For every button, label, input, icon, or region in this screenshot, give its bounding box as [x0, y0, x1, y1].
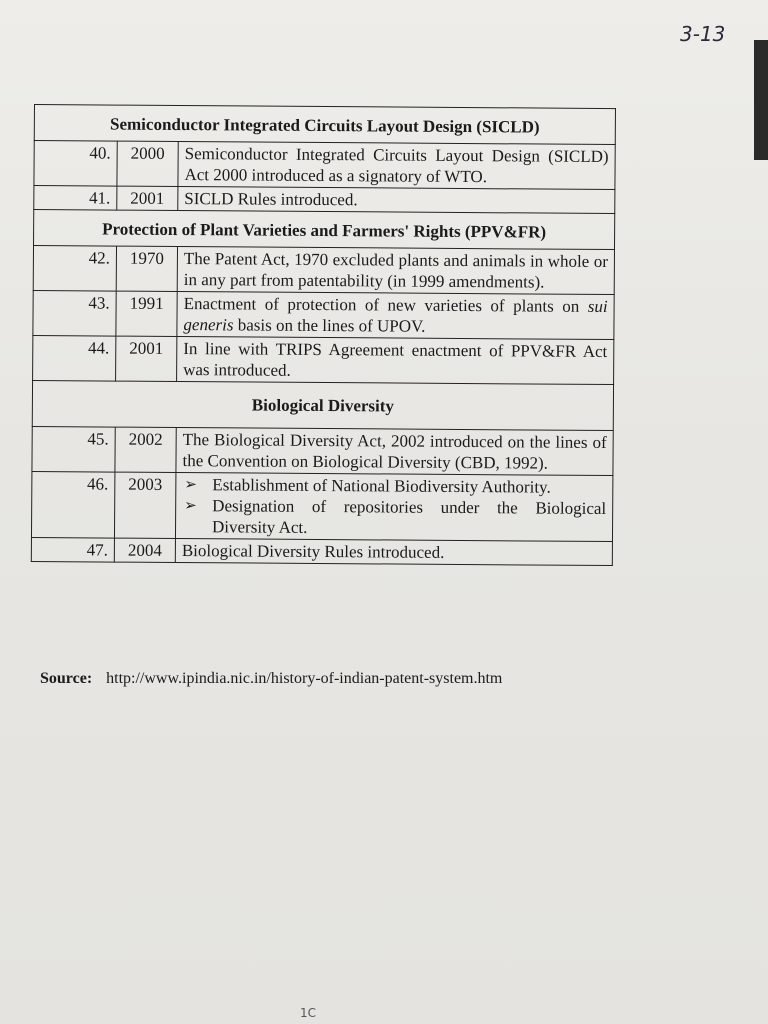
- row-year: 2001: [117, 186, 178, 210]
- row-description: In line with TRIPS Agreement enactment of PPV&FR Act was introduced.: [177, 337, 614, 385]
- row-text-part: Enactment of protection of new varieties of plants on: [183, 294, 588, 316]
- table-row: [31, 471, 612, 541]
- section-title: Biological Diversity: [32, 380, 613, 430]
- page-footer-number: 1C: [300, 1006, 317, 1020]
- table-row: [32, 426, 613, 475]
- page-edge-shadow: [754, 40, 768, 160]
- row-description: Biological Diversity Rules introduced.: [175, 538, 612, 565]
- row-year: 1970: [116, 246, 177, 291]
- row-number: 45.: [32, 426, 115, 472]
- list-item: [182, 474, 606, 498]
- bullet-text: Establishment of National Biodiversity Authority.: [212, 475, 551, 497]
- row-description: SICLD Rules introduced.: [178, 187, 615, 214]
- table-row: [31, 537, 612, 565]
- row-number: 44.: [33, 335, 116, 381]
- section-header-ppvfr: [34, 210, 615, 250]
- row-number: 42.: [33, 246, 116, 292]
- row-year: 2002: [115, 427, 176, 472]
- arrow-bullet-icon: ➢: [184, 496, 197, 515]
- list-item: [182, 495, 606, 540]
- row-number: 47.: [31, 537, 114, 562]
- bullet-list: [182, 474, 606, 540]
- table-row: [33, 335, 614, 384]
- source-label: Source:: [40, 670, 93, 687]
- source-url: http://www.ipindia.nic.in/history-of-indian-patent-system.htm: [106, 670, 503, 687]
- table-row: [33, 290, 614, 339]
- section-title: Protection of Plant Varieties and Farmers' Rights (PPV&FR): [34, 210, 615, 250]
- handwritten-page-number: 3-13: [680, 22, 726, 46]
- bullet-text: Designation of repositories under the Biological Diversity Act.: [211, 496, 607, 537]
- section-header-biodiversity: [32, 380, 613, 430]
- row-number: 43.: [33, 290, 116, 336]
- row-description: [177, 292, 614, 340]
- row-year: 1991: [116, 291, 177, 336]
- row-number: 40.: [34, 141, 117, 187]
- row-number: 41.: [34, 186, 117, 211]
- table-row: [33, 246, 614, 295]
- history-table: [31, 104, 616, 566]
- row-year: 2003: [114, 472, 175, 538]
- row-year: 2001: [116, 336, 177, 381]
- row-description: The Biological Diversity Act, 2002 introduced on the lines of the Convention on Biological Diversity (CBD, 1992).: [176, 428, 613, 476]
- section-title: Semiconductor Integrated Circuits Layout Design (SICLD): [34, 105, 615, 145]
- section-header-sicld: [34, 105, 615, 145]
- row-description: The Patent Act, 1970 excluded plants and animals in whole or in any part from patentability (in 1999 amendments).: [177, 247, 614, 295]
- table-row: [34, 141, 615, 190]
- row-description: Semiconductor Integrated Circuits Layout Design (SICLD) Act 2000 introduced as a signatory of WTO.: [178, 142, 615, 190]
- source-citation: [40, 670, 620, 688]
- row-text-part: basis on the lines of UPOV.: [233, 315, 426, 336]
- row-description: [175, 472, 612, 541]
- row-number: 46.: [31, 471, 114, 538]
- row-year: 2004: [114, 538, 175, 562]
- row-year: 2000: [117, 141, 178, 186]
- arrow-bullet-icon: ➢: [184, 475, 197, 494]
- row-text-italic: sui generis: [183, 296, 608, 335]
